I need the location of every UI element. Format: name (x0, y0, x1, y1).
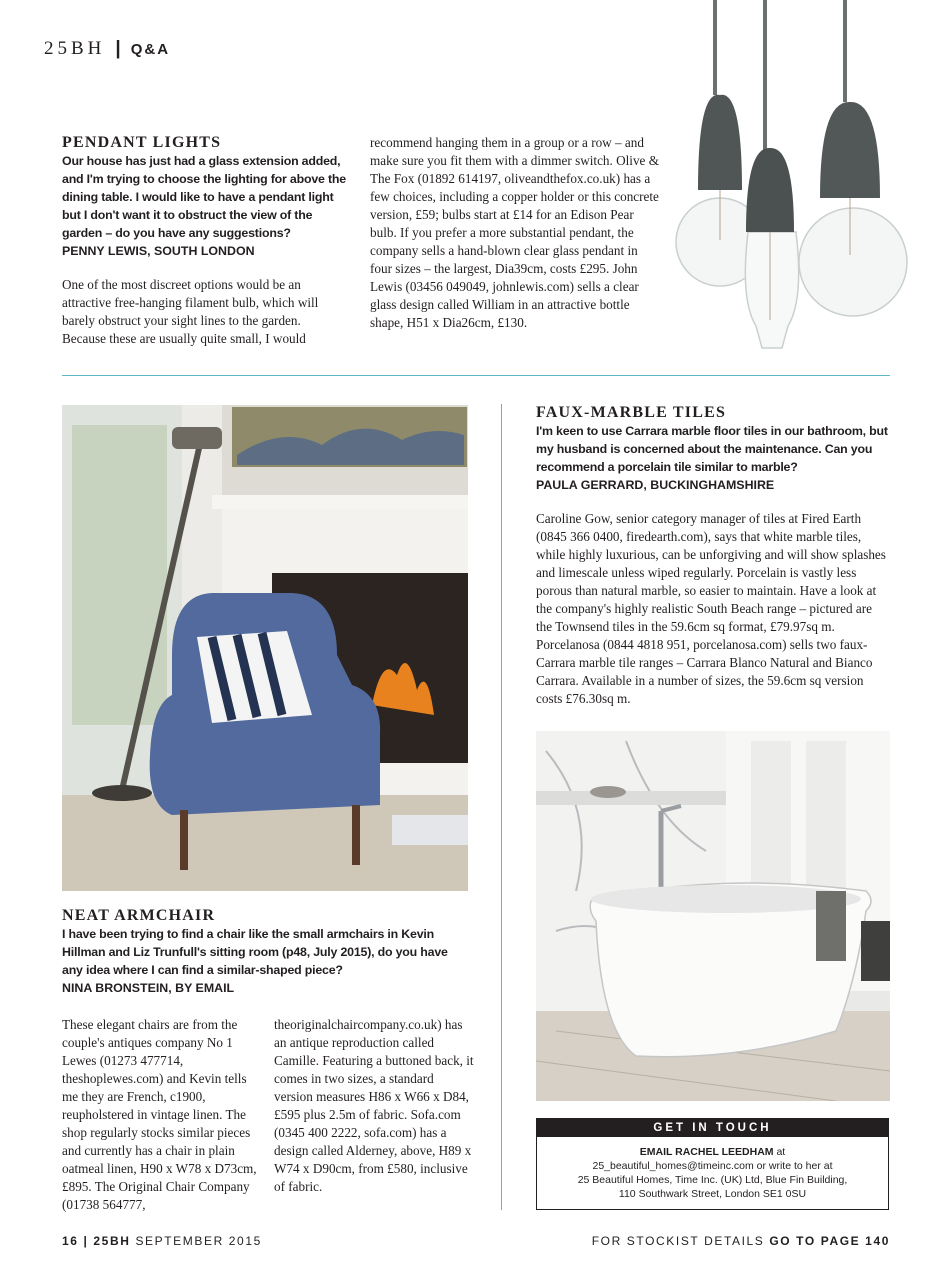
footer-left (62, 1234, 262, 1248)
marble-signer: PAULA GERRARD, BUCKINGHAMSHIRE (536, 478, 775, 492)
contact-name: EMAIL RACHEL LEEDHAM (639, 1146, 774, 1158)
footer-right (592, 1234, 890, 1248)
armchair-question-block (62, 907, 468, 1013)
armchair-question: I have been trying to find a chair like the small armchairs in Kevin Hillman and Liz Trunfull's sitting room (p48, July 2015), do you have any idea where I can find a similar-shaped piece? (62, 927, 448, 977)
masthead-brand: 25BH (44, 38, 106, 59)
contact-address-line-2: 110 Southwark Street, London SE1 0SU (618, 1188, 807, 1200)
pendant-heading: PENDANT LIGHTS (62, 134, 222, 151)
armchair-answer-block-1 (62, 1016, 262, 1214)
armchair-photo (62, 405, 468, 891)
footer-stockist-prefix: FOR STOCKIST DETAILS (591, 1234, 765, 1248)
bathtub-photo (536, 731, 890, 1101)
masthead-section: Q&A (130, 41, 171, 58)
pendant-answer-block (370, 134, 662, 332)
armchair-signer: NINA BRONSTEIN, BY EMAIL (62, 981, 235, 995)
footer-issue: SEPTEMBER 2015 (135, 1234, 262, 1248)
footer-page-number: 16 (62, 1234, 79, 1248)
armchair-answer-block-2 (274, 1016, 474, 1196)
contact-address-line-1: 25 Beautiful Homes, Time Inc. (UK) Ltd, Blue Fin Building, (577, 1174, 848, 1186)
marble-heading: FAUX-MARBLE TILES (536, 404, 727, 421)
masthead-divider: | (115, 38, 121, 59)
armchair-answer-col1: These elegant chairs are from the couple's antiques company No 1 Lewes (01273 477714, theshoplewes.com) and Kevin tells me they are French, c1900, reupholstered in vintage linen. The shop regularly stocks similar pieces and currently has a chair in plain oatmeal linen, H90 x W78 x D73cm, £895. The Original Chair Company (01738 564777, (62, 1017, 257, 1212)
contact-email-line[interactable]: 25_beautiful_homes@timeinc.com or write to her at (592, 1160, 833, 1172)
footer-brand: 25BH (93, 1234, 131, 1248)
pendant-answer-col2: recommend hanging them in a group or a row – and make sure you fit them with a dimmer switch. Olive & The Fox (01892 614197, oliveandthefox.co.uk) has a few choices, including a copper holder or this concrete version, £59; bulbs start at £14 for an Edison Pear bulb. If you prefer a more substantial pendant, the company sells a hand-blown clear glass pendant in four sizes – the largest, Dia39cm, costs £295. John Lewis (03456 049049, johnlewis.com) sells a clear glass design called William in an attractive bottle shape, H51 x Dia26cm, £130. (370, 135, 659, 330)
pendant-answer-col1: One of the most discreet options would be an attractive free-hanging filament bulb, which will barely obstruct your sight lines to the garden. Because these are usually quite small, I would (62, 277, 319, 346)
pendant-question-block (62, 134, 348, 348)
armchair-answer-col2: theoriginalchaircompany.co.uk) has an antique reproduction called Camille. Featuring a buttoned back, it comes in two sizes, a standard version measures H86 x W66 x D84, £595 plus 2.5m of fabric. Sofa.com (0345 400 2222, sofa.com) has a design called Alderney, above, H89 x W74 x D90cm, from £580, inclusive of fabric. (274, 1017, 474, 1194)
marble-answer: Caroline Gow, senior category manager of tiles at Fired Earth (0845 366 0400, firedearth.com), says that white marble tiles, while highly luxurious, can be unforgiving and will show splashes and limescale unless wiped regularly. Porcelain is vastly less porous than natural marble, so easier to maintain. Have a look at the company's highly realistic South Beach range – pictured are the Townsend tiles in the 59.6cm sq format, £79.97sq m. Porcelanosa (0844 4818 951, porcelanosa.com) sells two faux-Carrara marble tile ranges – Carrara Blanco Natural and Bianco Carrara. Available in a number of sizes, the 59.6cm sq version costs £76.30sq m. (536, 511, 886, 706)
footer-stockist-link[interactable]: GO TO PAGE 140 (769, 1234, 890, 1248)
armchair-heading: NEAT ARMCHAIR (62, 907, 216, 924)
section-divider (62, 375, 890, 376)
pendant-lights-photo (670, 0, 910, 356)
get-in-touch-heading: GET IN TOUCH (537, 1119, 888, 1137)
pendant-lights-illustration (670, 0, 910, 356)
marble-block (536, 404, 890, 708)
marble-question: I'm keen to use Carrara marble floor tiles in our bathroom, but my husband is concerned about the maintenance. Can you recommend a porcelain tile similar to marble? (536, 424, 888, 474)
bathtub-illustration (536, 731, 890, 1101)
get-in-touch-body (537, 1137, 888, 1201)
pendant-signer: PENNY LEWIS, SOUTH LONDON (62, 244, 255, 258)
get-in-touch-box (536, 1118, 889, 1210)
contact-at: at (773, 1146, 786, 1158)
column-divider (501, 404, 502, 1210)
armchair-illustration (62, 405, 468, 891)
footer-divider: | (83, 1234, 89, 1248)
masthead (44, 38, 170, 60)
pendant-question: Our house has just had a glass extension added, and I'm trying to choose the lighting for above the dining table. I would like to have a pendant light but I don't want it to obstruct the view of the garden – do you have any suggestions? (62, 154, 346, 240)
